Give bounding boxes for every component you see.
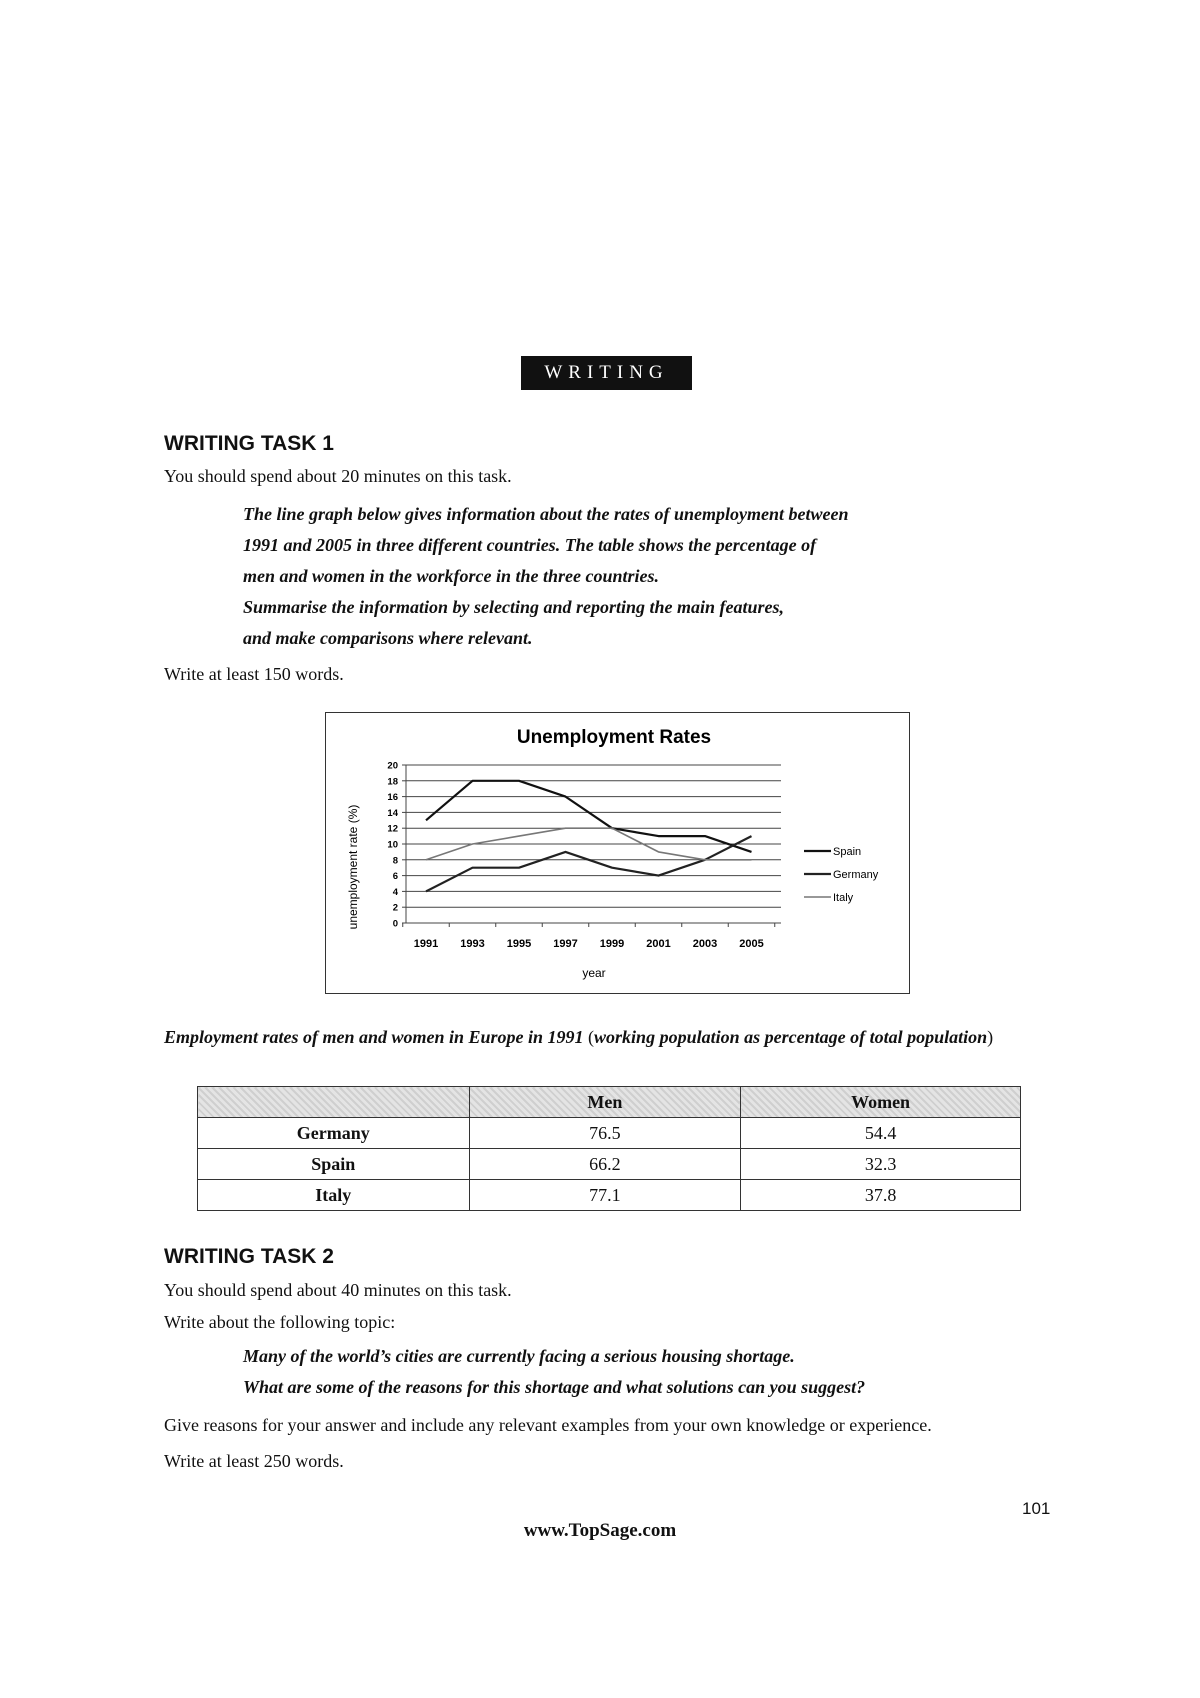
footer-url: www.TopSage.com	[523, 1520, 677, 1541]
y-tick-label: 10	[387, 839, 398, 851]
task1-prompt-line: and make comparisons where relevant.	[243, 628, 533, 648]
table-caption-title: Employment rates of men and women in Europe in 1991	[164, 1027, 584, 1047]
x-tick-label: 1995	[506, 938, 532, 950]
legend-label-spain: Spain	[833, 846, 862, 858]
x-tick-label: 1991	[413, 938, 439, 950]
table-caption-note: working population as percentage of total population	[594, 1027, 988, 1047]
table-cell-women: 37.8	[741, 1180, 1021, 1211]
y-tick-label: 20	[387, 760, 398, 772]
task1-prompt-line: The line graph below gives information about the rates of unemployment between	[243, 504, 849, 524]
section-banner: WRITING	[521, 356, 692, 390]
table-caption	[164, 1022, 1052, 1053]
chart-svg	[326, 713, 909, 993]
y-tick-label: 8	[392, 855, 398, 867]
x-axis-label: year	[582, 966, 606, 980]
series-line-spain	[426, 781, 752, 852]
y-axis-label: unemployment rate (%)	[346, 804, 360, 930]
task1-prompt-line: Summarise the information by selecting and reporting the main features,	[243, 597, 785, 617]
employment-table	[197, 1086, 1021, 1211]
x-tick-label: 2003	[692, 938, 718, 950]
task2-word-count: Write at least 250 words.	[164, 1451, 344, 1471]
table-header-blank	[198, 1087, 470, 1118]
table-cell-country: Spain	[198, 1149, 470, 1180]
y-tick-label: 16	[387, 792, 398, 804]
table-row	[198, 1118, 1021, 1149]
table-cell-women: 54.4	[741, 1118, 1021, 1149]
table-header-row	[198, 1087, 1021, 1118]
table-cell-country: Italy	[198, 1180, 470, 1211]
task1-prompt	[243, 499, 849, 654]
chart-title: Unemployment Rates	[516, 727, 712, 748]
table-row	[198, 1149, 1021, 1180]
caption-close-paren: )	[987, 1027, 994, 1047]
x-tick-label: 1997	[553, 938, 578, 950]
table-cell-men: 66.2	[469, 1149, 741, 1180]
y-tick-label: 18	[387, 776, 398, 788]
task1-word-count: Write at least 150 words.	[164, 664, 344, 684]
y-tick-label: 0	[392, 918, 398, 930]
x-tick-label: 1993	[460, 938, 485, 950]
task2-time-note: You should spend about 40 minutes on this task.	[164, 1280, 512, 1300]
unemployment-chart	[325, 712, 910, 994]
task2-reasons-note: Give reasons for your answer and include any relevant examples from your own knowledge or experience.	[164, 1415, 932, 1435]
y-tick-label: 2	[392, 902, 398, 914]
table-cell-country: Germany	[198, 1118, 470, 1149]
x-tick-label: 1999	[599, 938, 625, 950]
y-tick-label: 14	[387, 807, 398, 819]
task1-prompt-line: 1991 and 2005 in three different countries. The table shows the percentage of	[243, 535, 817, 555]
table-header-men: Men	[469, 1087, 741, 1118]
task1-heading: WRITING TASK 1	[164, 432, 334, 455]
task1-prompt-line: men and women in the workforce in the three countries.	[243, 566, 660, 586]
y-tick-label: 12	[387, 823, 398, 835]
table-cell-men: 76.5	[469, 1118, 741, 1149]
legend-label-italy: Italy	[833, 892, 854, 904]
task2-prompt-line: Many of the world’s cities are currently facing a serious housing shortage.	[243, 1346, 795, 1366]
legend-label-germany: Germany	[833, 869, 879, 881]
task1-time-note: You should spend about 20 minutes on this task.	[164, 466, 512, 486]
task2-topic-intro: Write about the following topic:	[164, 1312, 396, 1332]
y-tick-label: 4	[392, 886, 398, 898]
table-cell-women: 32.3	[741, 1149, 1021, 1180]
table-row	[198, 1180, 1021, 1211]
y-tick-label: 6	[392, 871, 398, 883]
task2-prompt-line: What are some of the reasons for this shortage and what solutions can you suggest?	[243, 1377, 866, 1397]
table-cell-men: 77.1	[469, 1180, 741, 1211]
x-tick-label: 2001	[646, 938, 671, 950]
page-number: 101	[1022, 1499, 1051, 1518]
task2-heading: WRITING TASK 2	[164, 1245, 334, 1268]
x-tick-label: 2005	[739, 938, 764, 950]
task2-prompt	[243, 1341, 865, 1403]
caption-open-paren: (	[588, 1027, 595, 1047]
table-header-women: Women	[741, 1087, 1021, 1118]
